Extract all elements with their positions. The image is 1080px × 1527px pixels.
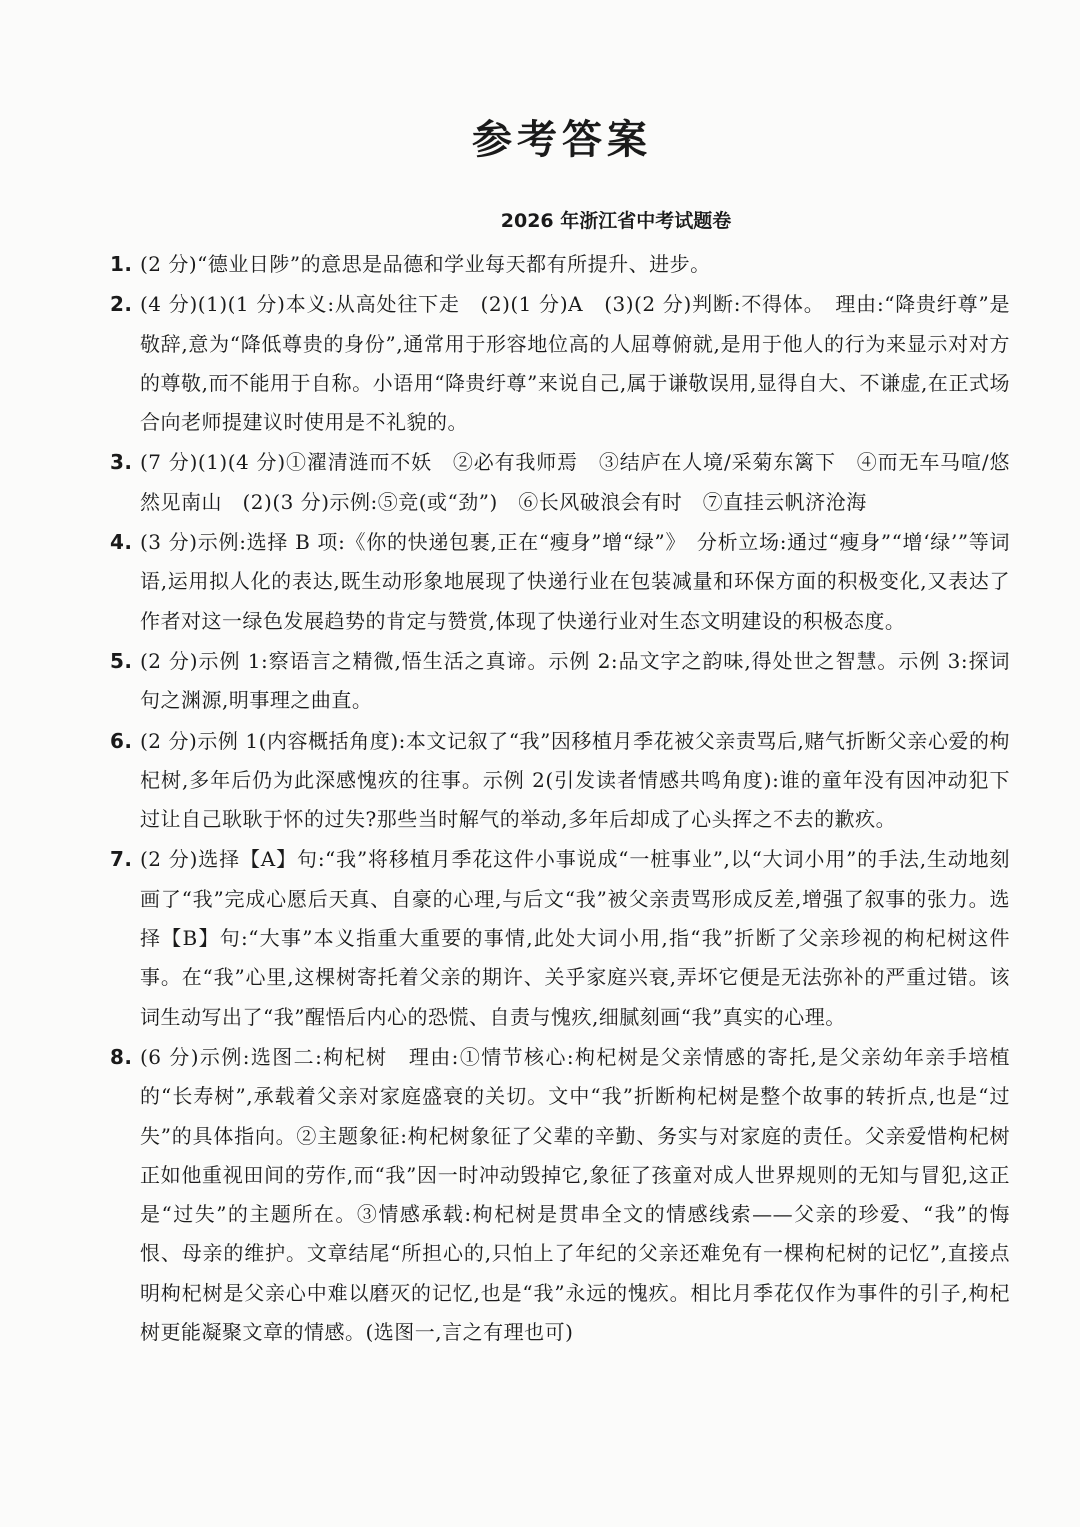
answer-item-5	[110, 642, 1010, 721]
answer-number: 4.	[110, 530, 133, 555]
answer-number: 6.	[110, 728, 133, 753]
answer-item-7	[110, 840, 1010, 1036]
answer-text: (6 分)示例:选图二:枸杞树 理由:①情节核心:枸杞树是父亲情感的寄托,是父亲幼年亲手培植的“长寿树”,承载着父亲对家庭盛衰的关切。文中“我”折断枸杞树是整个故事的转折点,也是“过失”的具体指向。②主题象征:枸杞树象征了父辈的辛勤、务实与对家庭的责任。父亲爱惜枸杞树正如他重视田间的劳作,而“我”因一时冲动毁掉它,象征了孩童对成人世界规则的无知与冒犯,这正是“过失”的主题所在。③情感承载:枸杞树是贯串全文的情感线索——父亲的珍爱、“我”的悔恨、母亲的维护。文章结尾“所担心的,只怕上了年纪的父亲还难免有一棵枸杞树的记忆”,直接点明枸杞树是父亲心中难以磨灭的记忆,也是“我”永远的愧疚。相比月季花仅作为事件的引子,枸杞树更能凝聚文章的情感。(选图一,言之有理也可)	[140, 1044, 1010, 1345]
answer-text: (2 分)“德业日陟”的意思是品德和学业每天都有所提升、进步。	[140, 252, 711, 276]
answer-number: 2.	[110, 292, 133, 317]
answer-number: 3.	[110, 450, 133, 475]
answer-number: 1.	[110, 252, 133, 276]
exam-subtitle: 2026 年浙江省中考试题卷	[500, 210, 732, 232]
answer-item-8	[110, 1038, 1010, 1352]
answer-text: (3 分)示例:选择 B 项:《你的快递包裹,正在“瘦身”增“绿”》 分析立场:通过“瘦身”“增‘绿’”等词语,运用拟人化的表达,既生动形象地展现了快递行业在包装减量和环保方面的积极变化,又表达了作者对这一绿色发展趋势的肯定与赞赏,体现了快递行业对生态文明建设的积极态度。	[140, 530, 1010, 633]
answer-item-3	[110, 443, 1010, 522]
page-title: 参考答案	[472, 117, 652, 163]
answer-text: (2 分)示例 1:察语言之精微,悟生活之真谛。示例 2:品文字之韵味,得处世之智慧。示例 3:探词句之渊源,明事理之曲直。	[140, 648, 1010, 713]
answer-number: 8.	[110, 1044, 133, 1069]
answer-item-1	[110, 245, 1010, 284]
answer-number: 5.	[110, 648, 133, 673]
answer-number: 7.	[110, 847, 133, 872]
answer-text: (2 分)示例 1(内容概括角度):本文记叙了“我”因移植月季花被父亲责骂后,赌气折断父亲心爱的枸杞树,多年后仍为此深感愧疚的往事。示例 2(引发读者情感共鸣角度):谁的童年没有因冲动犯下过让自己耿耿于怀的过失?那些当时解气的举动,多年后却成了心头挥之不去的歉疚。	[140, 728, 1010, 832]
answer-item-4	[110, 523, 1010, 641]
answer-text: (4 分)(1)(1 分)本义:从高处往下走 (2)(1 分)A (3)(2 分)判断:不得体。 理由:“降贵纡尊”是敬辞,意为“降低尊贵的身份”,通常用于形容地位高的人屈尊俯就,是用于他人的行为来显示对对方的尊敬,而不能用于自称。小语用“降贵纡尊”来说自己,属于谦敬误用,显得自大、不谦虚,在正式场合向老师提建议时使用是不礼貌的。	[140, 292, 1010, 435]
answer-text: (2 分)选择【A】句:“我”将移植月季花这件小事说成“一桩事业”,以“大词小用”的手法,生动地刻画了“我”完成心愿后天真、自豪的心理,与后文“我”被父亲责骂形成反差,增强了叙事的张力。选择【B】句:“大事”本义指重大重要的事情,此处大词小用,指“我”折断了父亲珍视的枸杞树这件事。在“我”心里,这棵树寄托着父亲的期许、关乎家庭兴衰,弄坏它便是无法弥补的严重过错。该词生动写出了“我”醒悟后内心的恐慌、自责与愧疚,细腻刻画“我”真实的心理。	[140, 847, 1010, 1029]
answer-list	[110, 245, 1010, 1353]
answer-item-2	[110, 285, 1010, 442]
answer-text: (7 分)(1)(4 分)①濯清涟而不妖 ②必有我师焉 ③结庐在人境/采菊东篱下 ④而无车马喧/悠然见南山 (2)(3 分)示例:⑤竞(或“劲”) ⑥长风破浪会有时 ⑦直挂云帆济沧海	[140, 450, 1010, 514]
answer-item-6	[110, 722, 1010, 840]
